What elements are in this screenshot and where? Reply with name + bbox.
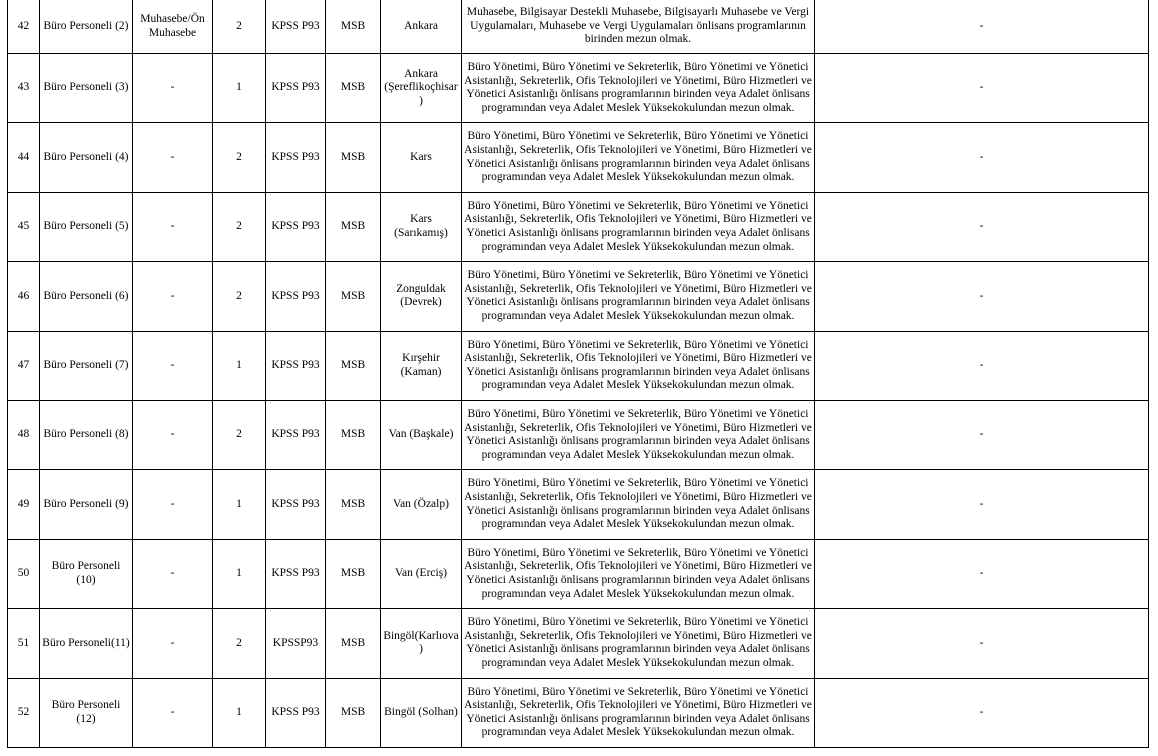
field-of-study: - <box>133 609 213 678</box>
institution: MSB <box>326 331 381 400</box>
qualification-description: Büro Yönetimi, Büro Yönetimi ve Sekreterlik, Büro Yönetimi ve Yönetici Asistanlığı, Sekreterlik, Ofis Teknolojileri ve Yönetimi, Büro Hizmetleri ve Yönetici Asistanlığı önlisans programlarının birinden veya Adalet önlisans programından veya Adalet Meslek Yüksekokulundan mezun olmak. <box>462 400 815 469</box>
institution: MSB <box>326 539 381 608</box>
kpss-score-type: KPSS P93 <box>266 192 326 261</box>
field-of-study: - <box>133 54 213 123</box>
table-row <box>8 539 1149 608</box>
row-number: 45 <box>8 192 40 261</box>
institution: MSB <box>326 0 381 54</box>
table-row <box>8 678 1149 747</box>
note: - <box>815 609 1149 678</box>
note: - <box>815 262 1149 331</box>
position-title: Büro Personeli (10) <box>40 539 133 608</box>
field-of-study: - <box>133 262 213 331</box>
position-count: 2 <box>213 400 266 469</box>
institution: MSB <box>326 192 381 261</box>
table-row <box>8 331 1149 400</box>
location: Kars <box>381 123 462 192</box>
note: - <box>815 400 1149 469</box>
qualification-description: Büro Yönetimi, Büro Yönetimi ve Sekreterlik, Büro Yönetimi ve Yönetici Asistanlığı, Sekreterlik, Ofis Teknolojileri ve Yönetimi, Büro Hizmetleri ve Yönetici Asistanlığı önlisans programlarının birinden veya Adalet önlisans programından veya Adalet Meslek Yüksekokulundan mezun olmak. <box>462 262 815 331</box>
kpss-score-type: KPSS P93 <box>266 678 326 747</box>
position-count: 1 <box>213 54 266 123</box>
kpss-score-type: KPSS P93 <box>266 262 326 331</box>
position-title: Büro Personeli (12) <box>40 678 133 747</box>
position-count: 1 <box>213 678 266 747</box>
institution: MSB <box>326 470 381 539</box>
position-count: 2 <box>213 192 266 261</box>
position-title: Büro Personeli (6) <box>40 262 133 331</box>
kpss-score-type: KPSS P93 <box>266 54 326 123</box>
position-title: Büro Personeli (3) <box>40 54 133 123</box>
table-row <box>8 470 1149 539</box>
row-number: 51 <box>8 609 40 678</box>
note: - <box>815 539 1149 608</box>
row-number: 44 <box>8 123 40 192</box>
row-number: 48 <box>8 400 40 469</box>
table-row <box>8 0 1149 54</box>
position-title: Büro Personeli (9) <box>40 470 133 539</box>
qualification-description: Büro Yönetimi, Büro Yönetimi ve Sekreterlik, Büro Yönetimi ve Yönetici Asistanlığı, Sekreterlik, Ofis Teknolojileri ve Yönetimi, Büro Hizmetleri ve Yönetici Asistanlığı önlisans programlarının birinden veya Adalet önlisans programından veya Adalet Meslek Yüksekokulundan mezun olmak. <box>462 539 815 608</box>
location: Kars (Sarıkamış) <box>381 192 462 261</box>
field-of-study: - <box>133 123 213 192</box>
institution: MSB <box>326 262 381 331</box>
position-count: 2 <box>213 123 266 192</box>
row-number: 49 <box>8 470 40 539</box>
qualification-description: Büro Yönetimi, Büro Yönetimi ve Sekreterlik, Büro Yönetimi ve Yönetici Asistanlığı, Sekreterlik, Ofis Teknolojileri ve Yönetimi, Büro Hizmetleri ve Yönetici Asistanlığı önlisans programlarının birinden veya Adalet önlisans programından veya Adalet Meslek Yüksekokulundan mezun olmak. <box>462 470 815 539</box>
location: Kırşehir (Kaman) <box>381 331 462 400</box>
kpss-score-type: KPSS P93 <box>266 0 326 54</box>
row-number: 52 <box>8 678 40 747</box>
note: - <box>815 331 1149 400</box>
table-row <box>8 123 1149 192</box>
qualification-description: Büro Yönetimi, Büro Yönetimi ve Sekreterlik, Büro Yönetimi ve Yönetici Asistanlığı, Sekreterlik, Ofis Teknolojileri ve Yönetimi, Büro Hizmetleri ve Yönetici Asistanlığı önlisans programlarının birinden veya Adalet önlisans programından veya Adalet Meslek Yüksekokulundan mezun olmak. <box>462 123 815 192</box>
note: - <box>815 470 1149 539</box>
position-count: 1 <box>213 470 266 539</box>
qualification-description: Muhasebe, Bilgisayar Destekli Muhasebe, Bilgisayarlı Muhasebe ve Vergi Uygulamaları, Muhasebe ve Vergi Uygulamaları önlisans programlarının birinden mezun olmak. <box>462 0 815 54</box>
kpss-score-type: KPSS P93 <box>266 331 326 400</box>
location: Van (Başkale) <box>381 400 462 469</box>
location: Bingöl(Karlıova) <box>381 609 462 678</box>
position-title: Büro Personeli (2) <box>40 0 133 54</box>
qualification-description: Büro Yönetimi, Büro Yönetimi ve Sekreterlik, Büro Yönetimi ve Yönetici Asistanlığı, Sekreterlik, Ofis Teknolojileri ve Yönetimi, Büro Hizmetleri ve Yönetici Asistanlığı önlisans programlarının birinden veya Adalet önlisans programından veya Adalet Meslek Yüksekokulundan mezun olmak. <box>462 331 815 400</box>
institution: MSB <box>326 678 381 747</box>
location: Zonguldak (Devrek) <box>381 262 462 331</box>
institution: MSB <box>326 123 381 192</box>
institution: MSB <box>326 609 381 678</box>
institution: MSB <box>326 400 381 469</box>
kpss-score-type: KPSS P93 <box>266 400 326 469</box>
position-title: Büro Personeli (8) <box>40 400 133 469</box>
institution: MSB <box>326 54 381 123</box>
kpss-score-type: KPSS P93 <box>266 539 326 608</box>
location: Van (Erciş) <box>381 539 462 608</box>
qualification-description: Büro Yönetimi, Büro Yönetimi ve Sekreterlik, Büro Yönetimi ve Yönetici Asistanlığı, Sekreterlik, Ofis Teknolojileri ve Yönetimi, Büro Hizmetleri ve Yönetici Asistanlığı önlisans programlarının birinden veya Adalet önlisans programından veya Adalet Meslek Yüksekokulundan mezun olmak. <box>462 678 815 747</box>
position-count: 1 <box>213 539 266 608</box>
qualification-description: Büro Yönetimi, Büro Yönetimi ve Sekreterlik, Büro Yönetimi ve Yönetici Asistanlığı, Sekreterlik, Ofis Teknolojileri ve Yönetimi, Büro Hizmetleri ve Yönetici Asistanlığı önlisans programlarının birinden veya Adalet önlisans programından veya Adalet Meslek Yüksekokulundan mezun olmak. <box>462 609 815 678</box>
table-row <box>8 609 1149 678</box>
field-of-study: Muhasebe/Ön Muhasebe <box>133 0 213 54</box>
row-number: 47 <box>8 331 40 400</box>
row-number: 43 <box>8 54 40 123</box>
table-row <box>8 262 1149 331</box>
field-of-study: - <box>133 470 213 539</box>
qualification-description: Büro Yönetimi, Büro Yönetimi ve Sekreterlik, Büro Yönetimi ve Yönetici Asistanlığı, Sekreterlik, Ofis Teknolojileri ve Yönetimi, Büro Hizmetleri ve Yönetici Asistanlığı önlisans programlarının birinden veya Adalet önlisans programından veya Adalet Meslek Yüksekokulundan mezun olmak. <box>462 192 815 261</box>
field-of-study: - <box>133 192 213 261</box>
location: Van (Özalp) <box>381 470 462 539</box>
row-number: 50 <box>8 539 40 608</box>
position-title: Büro Personeli (5) <box>40 192 133 261</box>
position-table <box>7 0 1149 748</box>
table-row <box>8 400 1149 469</box>
location: Ankara (Şereflikoçhisar) <box>381 54 462 123</box>
location: Ankara <box>381 0 462 54</box>
note: - <box>815 0 1149 54</box>
note: - <box>815 192 1149 261</box>
row-number: 46 <box>8 262 40 331</box>
kpss-score-type: KPSSP93 <box>266 609 326 678</box>
table-row <box>8 192 1149 261</box>
position-count: 2 <box>213 609 266 678</box>
field-of-study: - <box>133 400 213 469</box>
field-of-study: - <box>133 331 213 400</box>
field-of-study: - <box>133 539 213 608</box>
table-row <box>8 54 1149 123</box>
field-of-study: - <box>133 678 213 747</box>
position-count: 2 <box>213 262 266 331</box>
position-title: Büro Personeli (4) <box>40 123 133 192</box>
position-count: 1 <box>213 331 266 400</box>
position-title: Büro Personeli (7) <box>40 331 133 400</box>
kpss-score-type: KPSS P93 <box>266 470 326 539</box>
qualification-description: Büro Yönetimi, Büro Yönetimi ve Sekreterlik, Büro Yönetimi ve Yönetici Asistanlığı, Sekreterlik, Ofis Teknolojileri ve Yönetimi, Büro Hizmetleri ve Yönetici Asistanlığı önlisans programlarının birinden veya Adalet önlisans programından veya Adalet Meslek Yüksekokulundan mezun olmak. <box>462 54 815 123</box>
kpss-score-type: KPSS P93 <box>266 123 326 192</box>
row-number: 42 <box>8 0 40 54</box>
note: - <box>815 54 1149 123</box>
note: - <box>815 123 1149 192</box>
position-count: 2 <box>213 0 266 54</box>
table-body <box>8 0 1149 747</box>
position-title: Büro Personeli(11) <box>40 609 133 678</box>
note: - <box>815 678 1149 747</box>
location: Bingöl (Solhan) <box>381 678 462 747</box>
